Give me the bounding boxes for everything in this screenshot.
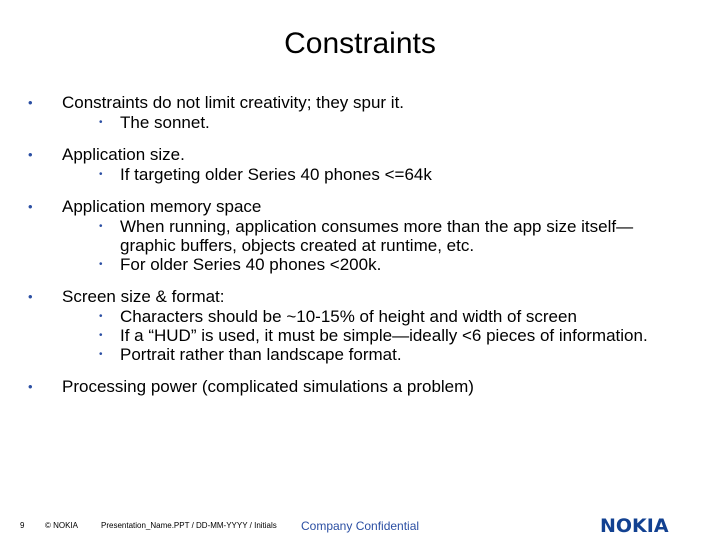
bullet-text: Application memory space — [62, 197, 262, 216]
sub-bullet-text: When running, application consumes more than the app size itself—graphic buffers, objects created at runtime, etc. — [120, 217, 634, 255]
sub-bullet-text: If a “HUD” is used, it must be simple—ideally <6 pieces of information. — [120, 326, 648, 345]
copyright-notice: © NOKIA — [45, 521, 79, 530]
slide-title: Constraints — [284, 27, 436, 60]
nokia-logo: NOKIA — [600, 515, 669, 537]
bullet-dot-icon: • — [99, 117, 103, 128]
sub-bullet-item — [99, 326, 698, 345]
bullet-item — [28, 376, 698, 397]
slide-content — [28, 92, 698, 409]
bullet-item — [28, 144, 698, 165]
slide-footer — [0, 515, 720, 537]
bullet-dot-icon: • — [99, 330, 103, 341]
bullet-text: Screen size & format: — [62, 287, 225, 306]
bullet-dot-icon: • — [28, 289, 33, 304]
bullet-dot-icon: • — [99, 259, 103, 270]
page-number: 9 — [20, 521, 25, 530]
sub-bullet-text: Characters should be ~10-15% of height and width of screen — [120, 307, 577, 326]
sub-bullet-item — [99, 165, 698, 184]
confidential-label: Company Confidential — [301, 519, 420, 533]
bullet-group — [28, 376, 698, 397]
bullet-item — [28, 196, 698, 217]
bullet-dot-icon: • — [99, 349, 103, 360]
sub-bullet-text: Portrait rather than landscape format. — [120, 345, 402, 364]
bullet-dot-icon: • — [99, 169, 103, 180]
sub-bullet-text: The sonnet. — [120, 113, 210, 132]
sub-bullet-text: For older Series 40 phones <200k. — [120, 255, 382, 274]
bullet-group — [28, 286, 698, 364]
bullet-dot-icon: • — [28, 199, 33, 214]
sub-bullet-item — [99, 113, 698, 132]
bullet-group — [28, 196, 698, 274]
sub-bullet-item — [99, 255, 698, 274]
bullet-text: Application size. — [62, 145, 185, 164]
presentation-name: Presentation_Name.PPT / DD-MM-YYYY / Initials — [101, 521, 277, 530]
bullet-dot-icon: • — [99, 311, 103, 322]
sub-bullet-list — [28, 217, 698, 274]
sub-bullet-list — [28, 113, 698, 132]
sub-bullet-item — [99, 217, 698, 255]
bullet-dot-icon: • — [28, 147, 33, 162]
sub-bullet-text: If targeting older Series 40 phones <=64k — [120, 165, 432, 184]
sub-bullet-item — [99, 307, 698, 326]
bullet-group — [28, 144, 698, 184]
bullet-dot-icon: • — [28, 95, 33, 110]
bullet-item — [28, 286, 698, 307]
bullet-text: Processing power (complicated simulations a problem) — [62, 377, 474, 396]
sub-bullet-item — [99, 345, 698, 364]
bullet-dot-icon: • — [28, 379, 33, 394]
bullet-text: Constraints do not limit creativity; they spur it. — [62, 93, 405, 112]
sub-bullet-list — [28, 165, 698, 184]
bullet-dot-icon: • — [99, 221, 103, 232]
sub-bullet-list — [28, 307, 698, 364]
bullet-item — [28, 92, 698, 113]
bullet-group — [28, 92, 698, 132]
